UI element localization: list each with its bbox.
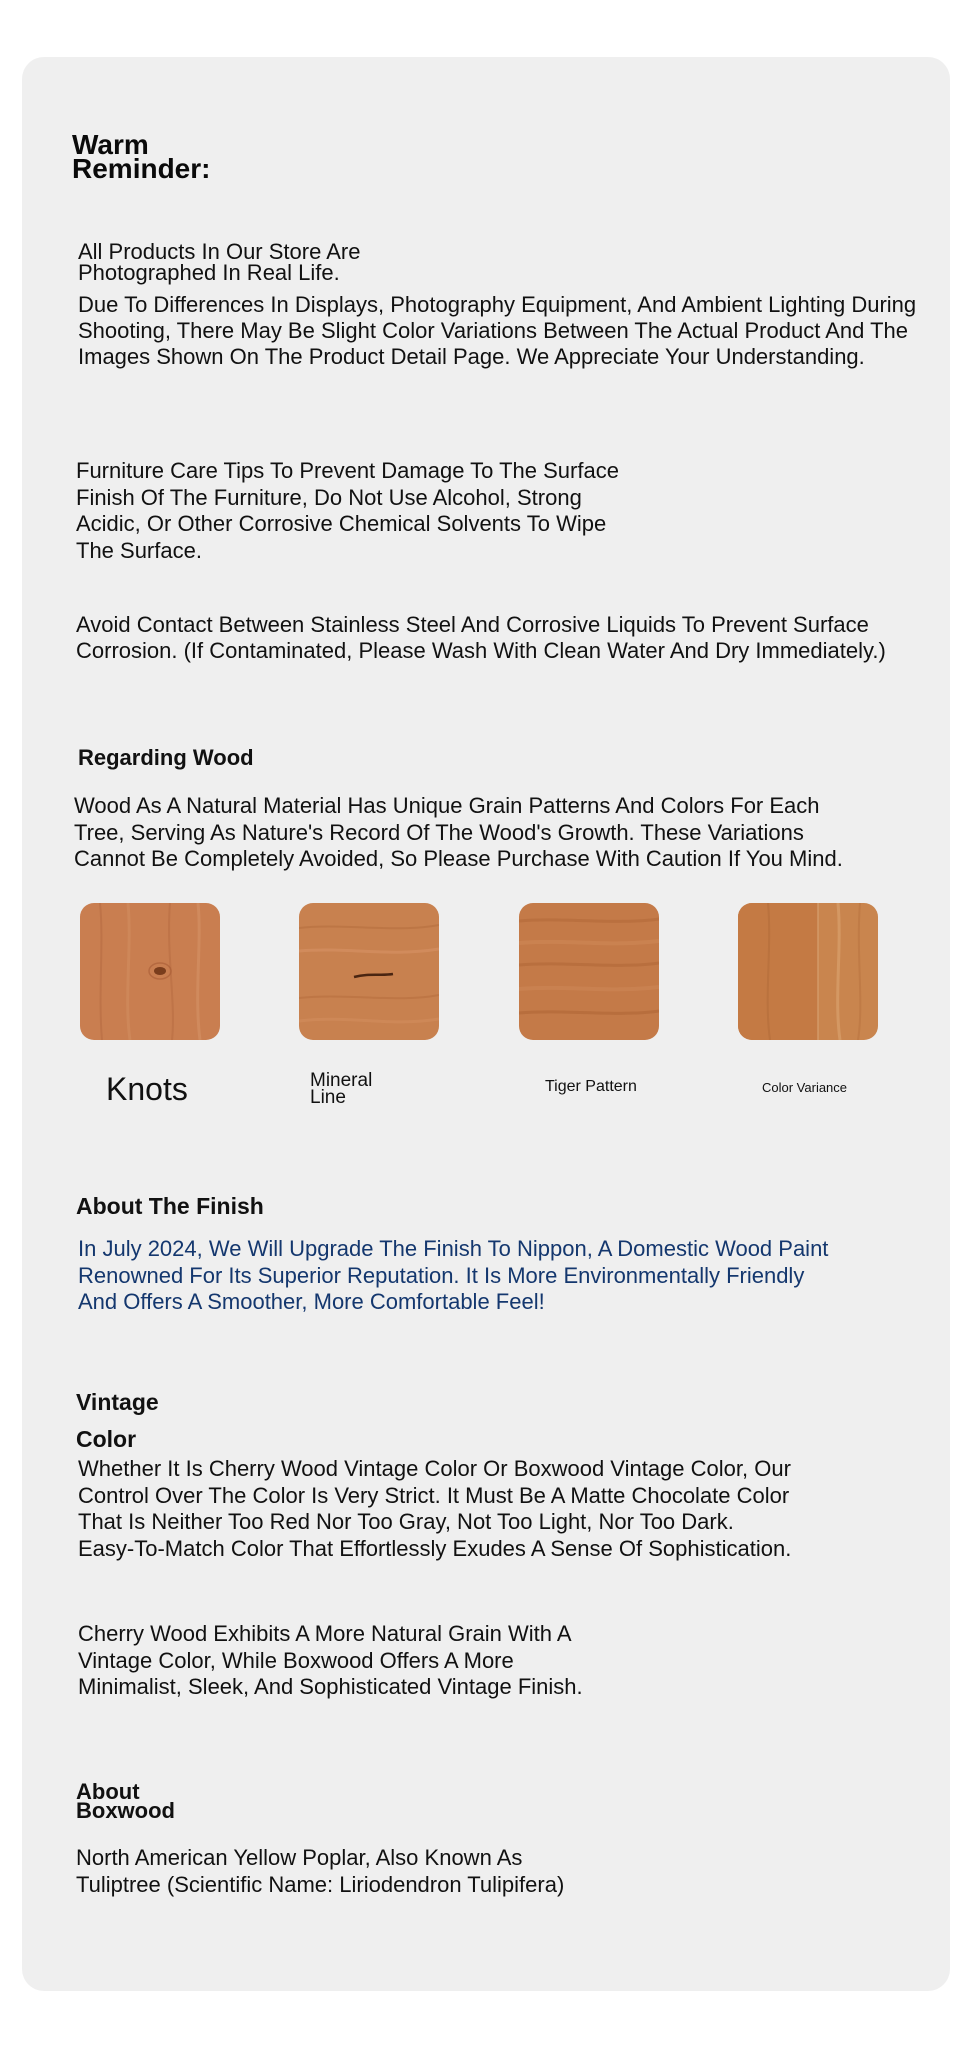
wood-heading: Regarding Wood (78, 745, 254, 770)
finish-body: In July 2024, We Will Upgrade The Finish To Nippon, A Domestic Wood Paint Renowned For Its Superior Reputation. It Is More Environmentally Friendly And Offers A Smoother, More Comfortable Feel! (78, 1236, 829, 1314)
finish-heading: About The Finish (76, 1193, 264, 1219)
photo-notice-headline: All Products In Our Store Are Photographed In Real Life. (78, 239, 361, 285)
boxwood-heading: About Boxwood (76, 1779, 175, 1823)
care-tip: Furniture Care Tips To Prevent Damage To The Surface Finish Of The Furniture, Do Not Use Alcohol, Strong Acidic, Or Other Corrosive Chemical Solvents To Wipe The Surface. (76, 458, 619, 563)
wood-body: Wood As A Natural Material Has Unique Grain Patterns And Colors For Each Tree, Serving As Nature's Record Of The Wood's Growth. These Variations Cannot Be Completely Avoided, So Please Purchase With Caution If You Mind. (74, 793, 843, 871)
color-variance-label: Color Variance (762, 1080, 848, 1095)
tiger-pattern-swatch-image (519, 903, 659, 1040)
color-variance-swatch-image (738, 903, 878, 1040)
warm-reminder-title: Warm Reminder: (72, 129, 211, 184)
knots-label: Knots (106, 1071, 188, 1107)
mineral-line-label: Mineral Line (310, 1070, 373, 1108)
cherry-boxwood-note: Cherry Wood Exhibits A More Natural Grain With A Vintage Color, While Boxwood Offers A More Minimalist, Sleek, And Sophisticated Vintage Finish. (78, 1621, 583, 1699)
vintage-body: Whether It Is Cherry Wood Vintage Color Or Boxwood Vintage Color, Our Control Over The Color Is Very Strict. It Must Be A Matte Chocolate Color That Is Neither Too Red Nor Too Gray, Not Too Light, Nor Too Dark. Easy-To-Match Color That Effortlessly Exudes A Sense Of Sophistication. (78, 1456, 792, 1561)
steel-warning: Avoid Contact Between Stainless Steel And Corrosive Liquids To Prevent Surface Corrosion. (If Contaminated, Please Wash With Clean Water And Dry Immediately.) (76, 612, 886, 663)
mineral-line-swatch-image (299, 903, 439, 1040)
knots-swatch-image (80, 903, 220, 1040)
vintage-heading: Vintage Color (76, 1389, 159, 1452)
boxwood-body: North American Yellow Poplar, Also Known As Tuliptree (Scientific Name: Liriodendron Tulipifera) (76, 1845, 565, 1897)
photo-notice-body: Due To Differences In Displays, Photography Equipment, And Ambient Lighting During Shooting, There May Be Slight Color Variations Between The Actual Product And The Images Shown On The Product Detail Page. We Appreciate Your Understanding. (78, 292, 917, 369)
tiger-pattern-label: Tiger Pattern (545, 1078, 637, 1095)
